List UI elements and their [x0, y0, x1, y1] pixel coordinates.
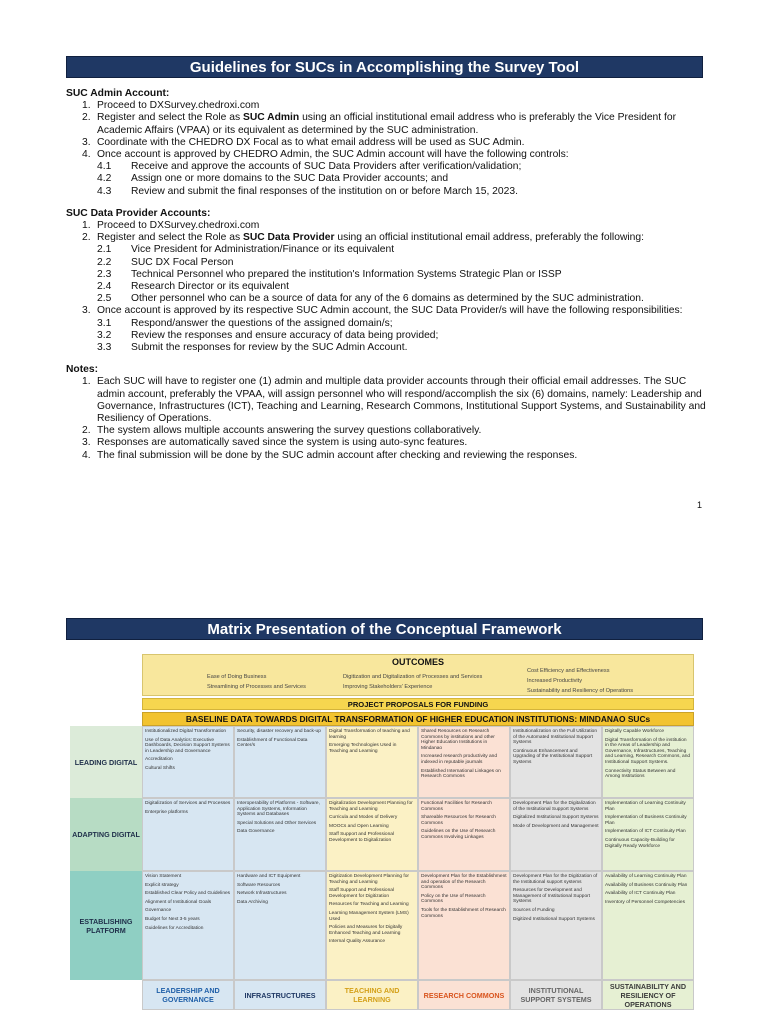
list-item: [66, 450, 706, 462]
item-text: The final submission will be done by the SUC admin account after checking and reviewing the responses.: [97, 449, 578, 461]
list-item: [66, 232, 706, 305]
matrix-cell-item: Sources of Funding: [513, 907, 555, 913]
sub-item: [66, 318, 706, 330]
matrix-cell-item: Emerging Technologies Used in Teaching and Learning: [329, 743, 397, 754]
matrix-cell-item: Development Plan for the Digitization of the Institutional support systems: [513, 874, 598, 885]
outcome-item: Increased Productivity: [527, 678, 583, 684]
sub-item-number: 2.5: [97, 293, 112, 305]
sub-item-number: 3.1: [97, 317, 112, 329]
sub-item-text: Assign one or more domains to the SUC Data Provider accounts; and: [131, 173, 449, 185]
matrix-cell-item: Digitalized Institutional Support Systems: [513, 815, 599, 821]
outcome-item: Ease of Doing Business: [207, 674, 267, 680]
sub-item-text: SUC DX Focal Person: [131, 256, 234, 268]
sub-item-number: 2.1: [97, 244, 112, 256]
item-number: 3.: [82, 437, 91, 449]
matrix-cell-item: Security, disaster recovery and back-up: [237, 729, 321, 734]
sub-item-text: Technical Personnel who prepared the institution's Information Systems Strategic Plan or ISSP: [131, 268, 562, 280]
item-number: 1.: [82, 376, 91, 388]
item-text: Once account is approved by CHEDRO Admin, the SUC Admin account will have the following controls:: [97, 149, 569, 161]
outcomes-box: [142, 654, 694, 696]
matrix-cell-item: Implementation of ICT Continuity Plan: [605, 829, 686, 835]
item-role-name: SUC Data Provider: [242, 232, 335, 244]
list-item: [66, 425, 706, 437]
conceptual-framework-matrix: [70, 654, 698, 1010]
matrix-cell: [510, 871, 602, 980]
matrix-cell-item: Availability of ICT Continuity Plan: [605, 891, 676, 897]
item-text-part: using an official institutional email address who is preferably the Vice President for Academic Affairs (VPAA) or its equivalent as determined by the SUC administration.: [97, 112, 677, 136]
matrix-cell: [602, 726, 694, 798]
matrix-cell-item: Cultural Shifts: [145, 765, 175, 771]
item-text: [97, 232, 644, 243]
matrix-cell: [142, 798, 234, 871]
item-number: 2.: [82, 232, 91, 244]
sub-item-text: Other personnel who can be a source of data for any of the 6 domains as determined by the SUC administration.: [131, 293, 644, 305]
item-number: 3.: [82, 136, 91, 148]
project-proposals-bar: PROJECT PROPOSALS FOR FUNDING: [142, 698, 694, 710]
matrix-cell-item: Continuous Enhancement and Upgrading of the Institutional Support Systems: [513, 748, 593, 765]
matrix-cell: [510, 798, 602, 871]
matrix-cell: [326, 798, 418, 871]
matrix-cell-item: Hardware and ICT Equipment: [237, 874, 301, 879]
matrix-cell: [234, 726, 326, 798]
matrix-cell-item: Digitization Development Planning for Teaching and Learning: [329, 874, 409, 885]
item-text-part: Register and select the Role as: [97, 232, 243, 244]
matrix-cell-item: Mode of Development and Management: [513, 823, 599, 829]
matrix-cell: [142, 871, 234, 980]
matrix-cell-item: Resources for Development and Management of Institutional Support Systems: [513, 888, 591, 905]
column-label-0: LEADERSHIP AND GOVERNANCE: [142, 980, 234, 1010]
sub-item: [66, 330, 706, 342]
matrix-cell-item: Digitalization of Services and Processes: [145, 801, 231, 806]
column-label-3: RESEARCH COMMONS: [418, 980, 510, 1010]
matrix-cell-item: Institutionalized Digital Transformation: [145, 729, 227, 734]
matrix-cell-item: Alignment of Institutional Goals: [145, 899, 212, 905]
sub-item-number: 4.1: [97, 161, 112, 173]
matrix-cell-item: Established Clear Policy and Guidelines: [145, 891, 231, 897]
item-number: 1.: [82, 220, 91, 232]
matrix-cell-item: Development Plan for the Establishment and operation of the Research Commons: [421, 874, 507, 891]
item-text: Once account is approved by its respective SUC Admin account, the SUC Data Provider/s will have the following responsibilities:: [97, 305, 683, 317]
matrix-cell-item: Policy on the Use of Research Commons: [421, 893, 486, 905]
matrix-cell-item: Connectivity Status Between and Among Institutions: [605, 768, 676, 780]
matrix-cell-item: Governance: [145, 908, 172, 914]
list-item: [66, 220, 706, 232]
matrix-cell-item: Enterprise platforms: [145, 809, 188, 815]
item-text: Each SUC will have to register one (1) admin and multiple data provider accounts through their official email addresses. The SUC admin account, preferably the VPAA, will assign personnel who will respond/accomplish the six (6) domains, namely: Leadership and Governance, Infrastructures (ICT), Teaching and Learning, Research Commons, Institutional Support Systems, and Sustainability and Resiliency of Operations.: [97, 376, 706, 425]
matrix-cell: [326, 726, 418, 798]
sub-item-text: Submit the responses for review by the SUC Admin Account.: [131, 342, 408, 354]
matrix-cell-item: Implementation of Learning Continuity Plan: [605, 801, 686, 812]
outcome-item: Digitization and Digitalization of Processes and Services: [343, 674, 483, 680]
matrix-cell: [234, 798, 326, 871]
matrix-cell-item: Staff Support and Professional Development for Digitization: [329, 888, 394, 899]
item-text: The system allows multiple accounts answering the survey questions collaboratively.: [97, 425, 482, 437]
outcome-item: Improving Stakeholders' Experience: [343, 684, 433, 690]
matrix-cell-item: Functional Facilities for Research Commons: [421, 801, 492, 812]
matrix-cell-item: Availability of Learning Continuity Plan: [605, 874, 687, 879]
matrix-cell: [326, 871, 418, 980]
matrix-cell-item: Implementation of Business Continuity Plan: [605, 815, 687, 826]
matrix-cell: [418, 798, 510, 871]
notes-list: [66, 376, 706, 461]
provider-section-title: SUC Data Provider Accounts:: [66, 207, 211, 219]
list-item: [66, 100, 706, 112]
matrix-cell-item: Availability of Business Continuity Plan: [605, 882, 688, 888]
sub-item: [66, 186, 706, 198]
page-banner-title: Guidelines for SUCs in Accomplishing the Survey Tool: [66, 56, 703, 78]
outcome-item: Cost Efficiency and Effectiveness: [527, 668, 610, 674]
sub-item: [66, 173, 706, 185]
item-text: Coordinate with the CHEDRO DX Focal as to what email address will be used as SUC Admin.: [97, 136, 525, 148]
matrix-cell-item: Explicit strategy: [145, 882, 179, 888]
matrix-cell-item: Policies and Measures for Digitally Enhanced Teaching and Learning: [329, 925, 403, 936]
matrix-cell-item: Learning Management System (LMS) Used: [329, 910, 409, 922]
sub-item: [66, 293, 706, 305]
matrix-cell-item: MOOCs and Open Learning: [329, 823, 389, 829]
matrix-cell-item: Institutionalization on the Full Utilization of the Automated Institutional Support Systems: [513, 729, 597, 746]
matrix-cell-item: Budget for Next 3-5 years: [145, 916, 200, 922]
matrix-cell: [234, 871, 326, 980]
matrix-cell-item: Data Governance: [237, 829, 275, 835]
matrix-cell-item: Increased research productivity and indexed in reputable journals: [421, 754, 497, 765]
matrix-cell-item: Special Solutions and Other Services: [237, 820, 317, 826]
item-text-part: using an official institutional email address, preferably the following:: [334, 232, 644, 244]
sub-item-text: Review and submit the final responses of the institution on or before March 15, 2023.: [131, 185, 518, 197]
item-text: Responses are automatically saved since the system is using auto-sync features.: [97, 437, 468, 449]
item-number: 3.: [82, 305, 91, 317]
sub-item: [66, 161, 706, 173]
matrix-cell-item: Use of Data Analytics: Executive Dashboards, Decision Support Systems in Leadership and Governance: [145, 737, 230, 754]
matrix-cell: [142, 726, 234, 798]
item-text: [97, 112, 676, 135]
matrix-cell: [602, 871, 694, 980]
list-item: [66, 437, 706, 449]
sub-item: [66, 269, 706, 281]
list-item: [66, 149, 706, 198]
matrix-cell-item: Shareable Resources for Research Commons: [421, 815, 496, 826]
sub-item-text: Review the responses and ensure accuracy of data being provided;: [131, 329, 439, 341]
matrix-cell: [418, 726, 510, 798]
sub-item: [66, 281, 706, 293]
matrix-cell-item: Continuous Capacity-Building for Digitally Ready Workforce: [605, 837, 675, 849]
matrix-cell-item: Interoperability of Platforms - Software, Application Systems, Information Systems and Databases: [237, 801, 320, 818]
row-label-2: ESTABLISHING PLATFORM: [70, 871, 142, 980]
guidelines-document: [66, 88, 706, 462]
column-label-2: TEACHING AND LEARNING: [326, 980, 418, 1010]
row-label-0: LEADING DIGITAL: [70, 726, 142, 798]
sub-item-number: 4.2: [97, 173, 112, 185]
matrix-cell-item: Digital Transformation of teaching and learning: [329, 729, 410, 740]
matrix-cell-item: Shared Resources on Research Commons by institutions and other Higher Education Institutions in Mindanao: [421, 729, 495, 751]
sub-item-number: 2.2: [97, 256, 112, 268]
row-label-1: ADAPTING DIGITAL: [70, 798, 142, 871]
list-item: [66, 376, 706, 425]
matrix-cell: [602, 798, 694, 871]
item-text: Proceed to DXSurvey.chedroxi.com: [97, 220, 260, 232]
matrix-cell-item: Staff Support and Professional Development to Digitalization: [329, 832, 394, 843]
sub-item-text: Research Director or its equivalent: [131, 281, 289, 293]
matrix-cell-item: Digitalization Development Planning for Teaching and Learning: [329, 801, 413, 812]
matrix-cell-item: Tools for the Establishment of Research Commons: [421, 907, 506, 919]
item-text: Proceed to DXSurvey.chedroxi.com: [97, 100, 260, 112]
admin-steps-list: [66, 100, 706, 198]
matrix-cell-item: Development Plan for the Digitalization of the Institutional Support Systems: [513, 801, 596, 812]
sub-item-text: Respond/answer the questions of the assigned domain/s;: [131, 317, 393, 329]
matrix-cell-item: Software Resources: [237, 882, 281, 888]
matrix-cell-item: Guidelines for Accreditation: [145, 925, 204, 931]
sub-item-number: 4.3: [97, 185, 112, 197]
matrix-cell-item: Established International Linkages on Research Commons: [421, 768, 501, 780]
sub-item-number: 3.3: [97, 342, 112, 354]
notes-section-title: Notes:: [66, 364, 99, 376]
item-role-name: SUC Admin: [242, 112, 300, 124]
matrix-cell-item: Digitally Capable Workforce: [605, 729, 665, 734]
outcome-item: Sustainability and Resiliency of Operations: [527, 688, 634, 694]
list-item: [66, 305, 706, 354]
baseline-data-bar: BASELINE DATA TOWARDS DIGITAL TRANSFORMATION OF HIGHER EDUCATION INSTITUTIONS: MINDANAO SUCs: [142, 712, 694, 726]
sub-item-number: 2.4: [97, 281, 112, 293]
column-label-1: INFRASTRUCTURES: [234, 980, 326, 1010]
sub-item-text: Vice President for Administration/Finance or its equivalent: [131, 244, 395, 256]
list-item: [66, 112, 706, 136]
matrix-banner-title: Matrix Presentation of the Conceptual Framework: [66, 618, 703, 640]
list-item: [66, 137, 706, 149]
matrix-cell-item: Network Infrastructures: [237, 891, 287, 897]
item-number: 2.: [82, 112, 91, 124]
item-number: 1.: [82, 100, 91, 112]
admin-section-title: SUC Admin Account:: [66, 88, 170, 99]
matrix-cell-item: Curricula and Modes of Delivery: [329, 815, 398, 821]
item-number: 2.: [82, 425, 91, 437]
matrix-cell: [418, 871, 510, 980]
provider-steps-list: [66, 220, 706, 354]
matrix-cell-item: Accreditation: [145, 757, 173, 763]
sub-item: [66, 257, 706, 269]
sub-item-number: 2.3: [97, 268, 112, 280]
sub-item-text: Receive and approve the accounts of SUC Data Providers after verification/validation;: [131, 161, 522, 173]
matrix-cell-item: Digital Transformation of the institution in the Areas of Leadership and Governance, Infrastructures, Teaching and Learning, Research Commons, and Institutional Support Systems.: [605, 737, 691, 765]
matrix-cell-item: Establishment of Functional Data Center/s: [237, 737, 308, 749]
item-number: 4.: [82, 449, 91, 461]
column-label-5: SUSTAINABILITY AND RESILIENCY OF OPERATIONS: [602, 980, 694, 1010]
sub-item: [66, 342, 706, 354]
outcomes-title: OUTCOMES: [391, 657, 444, 667]
matrix-cell-item: Guidelines on the Use of Research Commons Involving Linkages: [421, 829, 496, 840]
item-number: 4.: [82, 149, 91, 161]
matrix-cell: [510, 726, 602, 798]
matrix-cell-item: Vision Statement: [145, 874, 182, 879]
outcome-item: Streamlining of Processes and Services: [207, 684, 306, 690]
sub-item-number: 3.2: [97, 329, 112, 341]
matrix-cell-item: Inventory of Personnel Competencies: [605, 899, 685, 905]
matrix-cell-item: Digitized Institutional Support Systems: [513, 916, 595, 922]
column-label-4: INSTITUTIONAL SUPPORT SYSTEMS: [510, 980, 602, 1010]
matrix-cell-item: Internal Quality Assurance: [329, 939, 385, 945]
item-text-part: Register and select the Role as: [97, 112, 243, 124]
matrix-cell-item: Data Archiving: [237, 899, 268, 905]
matrix-cell-item: Resources for Teaching and Learning: [329, 902, 409, 908]
sub-item: [66, 244, 706, 256]
page-number: 1: [697, 500, 703, 510]
